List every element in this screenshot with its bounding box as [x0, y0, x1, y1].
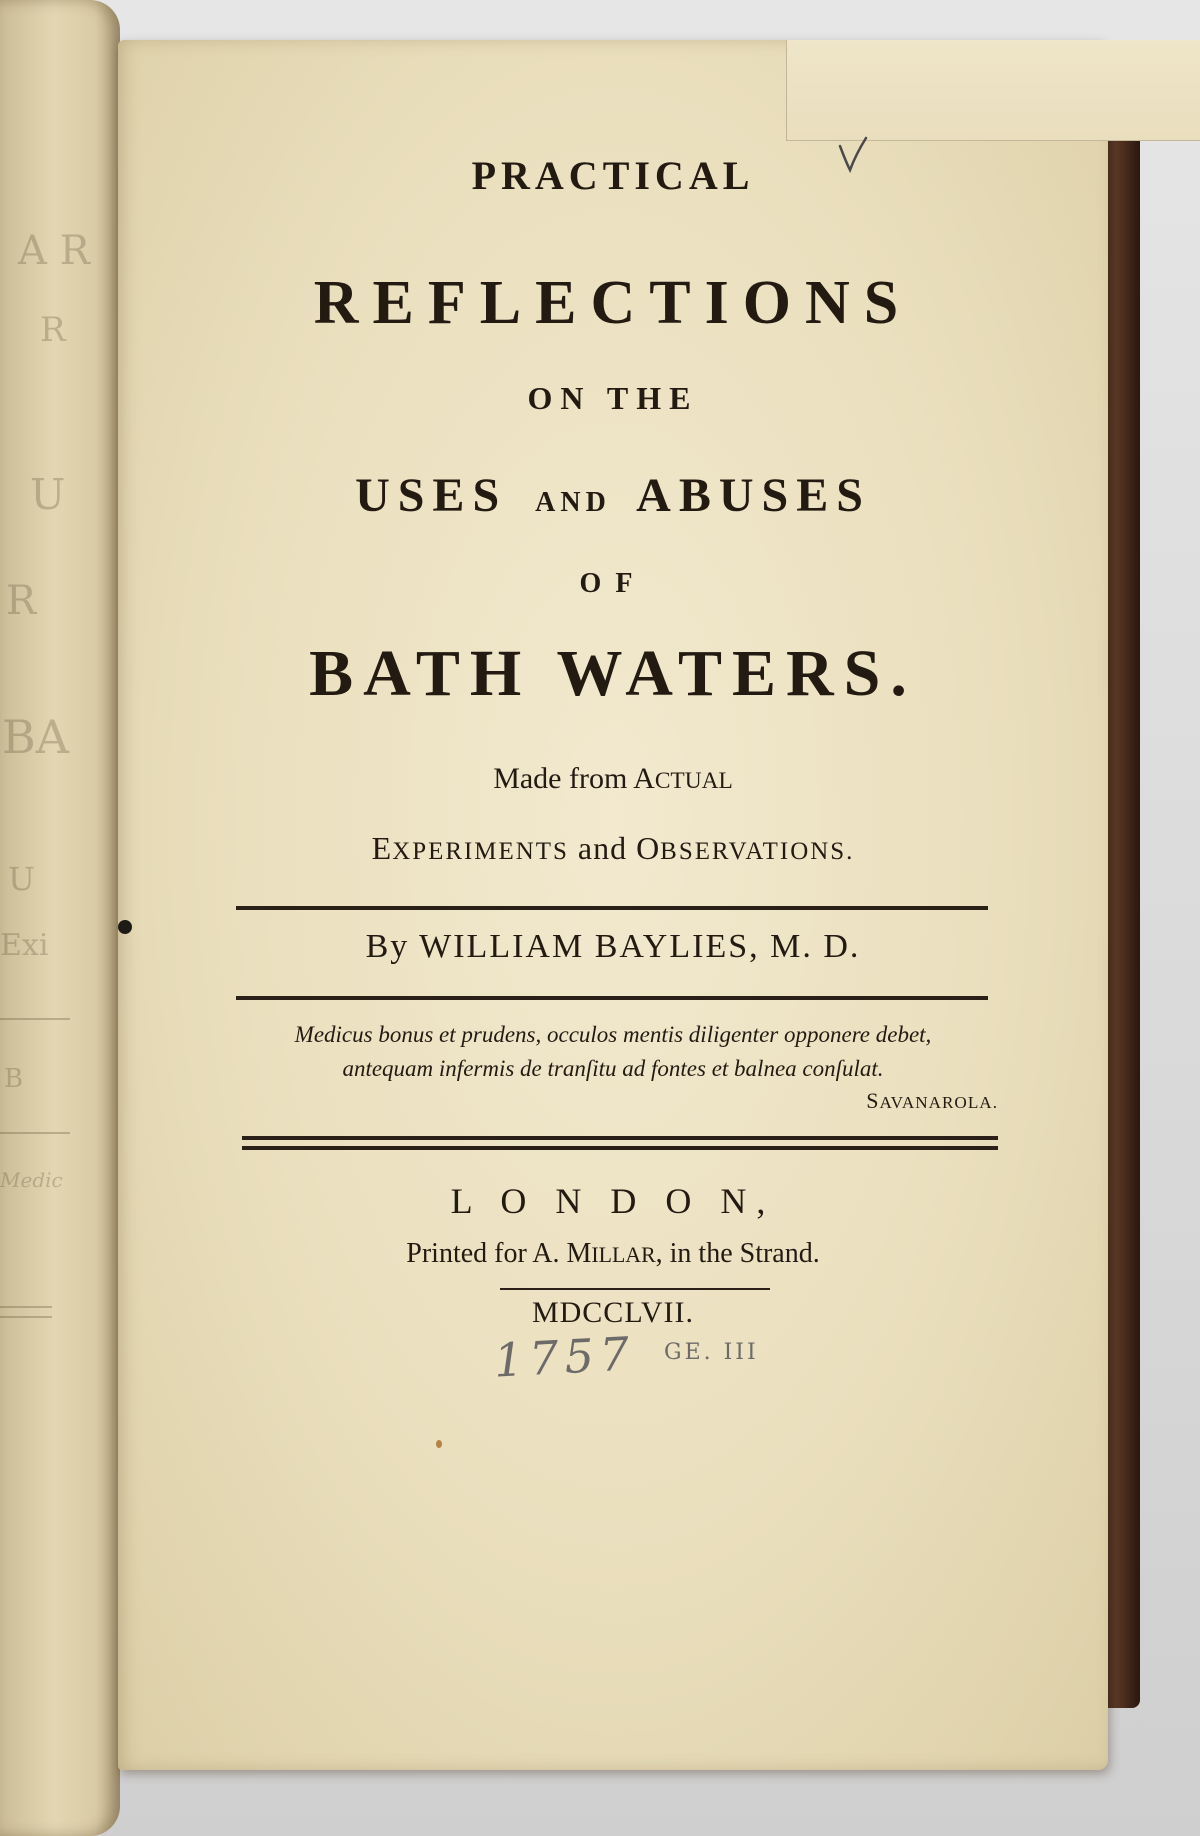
title-word: AND	[535, 487, 611, 518]
place-text: L O N D O N,	[450, 1181, 776, 1221]
subtitle-text: and	[568, 830, 637, 866]
title-line-practical	[118, 152, 1108, 199]
epigraph-line-2	[118, 1056, 1108, 1082]
subtitle-experiments	[118, 830, 1108, 867]
handwritten-note: GE. III	[664, 1340, 759, 1365]
subtitle-text: E	[371, 830, 393, 866]
title-page	[118, 40, 1108, 1770]
title-word: USES	[355, 469, 508, 522]
rule-above-date	[500, 1288, 770, 1290]
title-word: PRACTICAL	[471, 153, 755, 198]
printer-text: , in the Strand.	[655, 1238, 820, 1269]
title-word: OF	[579, 568, 647, 599]
author-name: By WILLIAM BAYLIES, M. D.	[365, 928, 861, 965]
ghost-text: U	[8, 860, 35, 898]
ghost-text: Exi	[0, 928, 49, 963]
subtitle-text: CTUAL	[654, 768, 733, 794]
page-fold	[786, 40, 1200, 141]
subtitle-made-from	[118, 762, 1108, 796]
subtitle-text: Made from	[493, 762, 634, 795]
ghost-text: BA	[2, 710, 70, 764]
ghost-rule	[0, 1316, 52, 1318]
ghost-text: B	[4, 1064, 24, 1094]
ghost-rule	[0, 1132, 70, 1134]
imprint-date	[118, 1296, 1108, 1330]
paper-speck	[118, 920, 132, 934]
ghost-text: U	[30, 470, 66, 519]
imprint-printer	[118, 1238, 1108, 1270]
paper-speck	[436, 1440, 442, 1448]
double-rule-bottom	[242, 1146, 998, 1150]
title-word: BATH WATERS.	[309, 637, 917, 710]
handwritten-year: 1757	[492, 1326, 637, 1388]
rule-below-author	[236, 996, 988, 1000]
ghost-rule	[0, 1306, 52, 1308]
title-word: ABUSES	[636, 469, 871, 522]
subtitle-text: A	[633, 762, 655, 795]
subtitle-text: XPERIMENTS	[392, 838, 569, 865]
title-word: REFLECTIONS	[313, 269, 913, 337]
ghost-text: A R	[18, 228, 90, 274]
ghost-rule	[0, 1018, 70, 1020]
subtitle-text: BSERVATIONS.	[660, 838, 855, 865]
title-line-on-the	[118, 380, 1108, 417]
author-line	[118, 928, 1108, 966]
date-roman: MDCCLVII.	[531, 1296, 695, 1329]
title-line-uses-abuses	[118, 468, 1108, 523]
printer-text: Printed for A. M	[406, 1238, 592, 1269]
ghost-text: R	[40, 310, 66, 350]
title-word: ON THE	[527, 380, 699, 416]
epigraph-text: antequam infermis de tranſitu ad fontes et balnea conſulat.	[342, 1056, 884, 1081]
facing-page	[0, 0, 120, 1836]
printer-text: ILLAR	[591, 1243, 656, 1267]
epigraph-line-1	[118, 1022, 1108, 1048]
title-line-of	[118, 568, 1108, 600]
epigraph-source-text: S	[866, 1088, 880, 1113]
subtitle-text: O	[636, 830, 661, 866]
ghost-text: R	[6, 578, 37, 624]
title-line-bath-waters	[118, 636, 1108, 712]
epigraph-source	[708, 1088, 998, 1114]
title-line-reflections	[118, 268, 1108, 339]
epigraph-source-text: AVANAROLA.	[879, 1093, 998, 1112]
ghost-text: Medic	[0, 1168, 63, 1192]
rule-above-author	[236, 906, 988, 910]
epigraph-text: Medicus bonus et prudens, occulos mentis diligenter opponere debet,	[294, 1022, 932, 1047]
imprint-place	[118, 1180, 1108, 1222]
double-rule-top	[242, 1136, 998, 1140]
